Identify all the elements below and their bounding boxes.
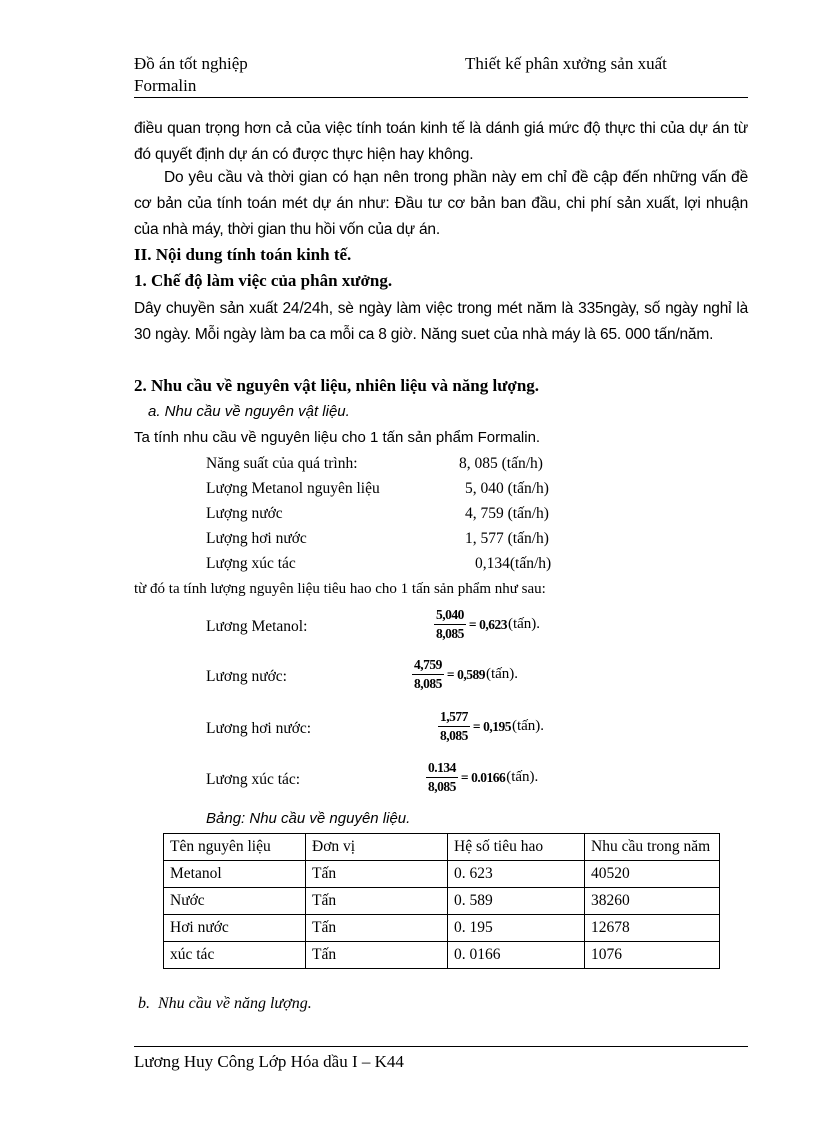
header-title-right: Thiết kế phân xưởng sản xuất — [465, 54, 667, 73]
intro-paragraph-1: điều quan trọng hơn cả của việc tính toán kinh tế là dánh giá mức độ thực thi của dự án từ đó quyết định dự án có được thực hiện hay không. — [134, 120, 748, 163]
denominator: 8,085 — [428, 779, 456, 794]
list-value: 0,134(tấn/h) — [475, 555, 552, 572]
denominator: 8,085 — [414, 676, 442, 691]
table-header-cell: Đơn vị — [306, 834, 448, 861]
calc-label: Lương xúc tác: — [206, 771, 301, 788]
numerator: 5,040 — [434, 606, 466, 625]
subheading-a: a. Nhu cầu về nguyên vật liệu. — [148, 403, 350, 420]
table-cell: xúc tác — [164, 942, 306, 969]
numerator: 0.134 — [426, 759, 458, 778]
working-regime-text: Dây chuyền sản xuất 24/24h, sè ngày làm việc trong mét năm là 335ngày, số ngày nghỉ là 30 ngày. Mỗi ngày làm ba ca mỗi ca 8 giờ. Năng suet của nhà máy là 65. 000 tấn/năm. — [134, 300, 748, 343]
list-label: Lượng Metanol nguyên liệu — [206, 480, 380, 497]
unit: (tấn). — [507, 616, 541, 632]
section-heading-ii: II. Nội dung tính toán kinh tế. — [134, 245, 352, 264]
header-rule — [134, 97, 748, 98]
equals-sign: = — [460, 769, 469, 785]
fraction — [434, 606, 466, 643]
material-intro-text: Ta tính nhu cầu về nguyên liệu cho 1 tấn sản phẩm Formalin. — [134, 429, 541, 446]
result: 0.0166 — [471, 769, 506, 785]
table-row — [164, 915, 720, 942]
table-cell: 38260 — [585, 888, 720, 915]
table-cell: Tấn — [306, 915, 448, 942]
calc-fraction — [426, 759, 538, 796]
table-cell: 0. 0166 — [448, 942, 585, 969]
table-cell: 1076 — [585, 942, 720, 969]
footer-text: Lương Huy Công Lớp Hóa dầu I – K44 — [134, 1052, 404, 1071]
table-cell: Tấn — [306, 861, 448, 888]
result: 0,195 — [483, 718, 511, 734]
subheading-b: b. Nhu cầu về năng lượng. — [138, 995, 312, 1012]
table-header-row — [164, 834, 720, 861]
calc-fraction — [434, 606, 540, 643]
subsection-heading-2: 2. Nhu cầu về nguyên vật liệu, nhiên liệu và năng lượng. — [134, 376, 540, 395]
fraction — [412, 656, 444, 693]
subsection-heading-1: 1. Chế độ làm việc của phân xưởng. — [134, 271, 393, 290]
numerator: 4,759 — [412, 656, 444, 675]
unit: (tấn). — [506, 769, 539, 785]
table-cell: 0. 623 — [448, 861, 585, 888]
equals-sign: = — [472, 718, 481, 734]
table-caption: Bảng: Nhu cầu về nguyên liệu. — [206, 810, 411, 827]
list-label: Lượng hơi nước — [206, 530, 307, 547]
result: 0,589 — [457, 666, 485, 682]
header-title-left-2: Formalin — [134, 76, 197, 95]
calc-fraction — [412, 656, 518, 693]
table-row — [164, 888, 720, 915]
list-value: 1, 577 (tấn/h) — [465, 530, 549, 547]
calc-label: Lương Metanol: — [206, 618, 308, 635]
table-cell: Tấn — [306, 888, 448, 915]
calc-intro-text: từ đó ta tính lượng nguyên liệu tiêu hao cho 1 tấn sản phẩm như sau: — [134, 581, 546, 597]
table-cell: 0. 589 — [448, 888, 585, 915]
unit: (tấn). — [511, 718, 545, 734]
footer-rule — [134, 1046, 748, 1047]
table-cell: 40520 — [585, 861, 720, 888]
calc-fraction — [438, 708, 544, 745]
equals-sign: = — [468, 616, 477, 632]
denominator: 8,085 — [440, 728, 468, 743]
fraction — [438, 708, 470, 745]
table-cell: Metanol — [164, 861, 306, 888]
list-value: 4, 759 (tấn/h) — [465, 505, 549, 522]
header-title-left: Đồ án tốt nghiệp — [134, 54, 248, 73]
table-cell: 12678 — [585, 915, 720, 942]
list-label: Lượng nước — [206, 505, 283, 522]
table-cell: Tấn — [306, 942, 448, 969]
equals-sign: = — [446, 666, 455, 682]
table-cell: Hơi nước — [164, 915, 306, 942]
table-header-cell: Nhu cầu trong năm — [585, 834, 720, 861]
table-header-cell: Hệ số tiêu hao — [448, 834, 585, 861]
table-cell: Nước — [164, 888, 306, 915]
list-value: 8, 085 (tấn/h) — [459, 455, 543, 472]
denominator: 8,085 — [436, 626, 464, 641]
table-row — [164, 942, 720, 969]
list-label: Năng suất của quá trình: — [206, 455, 358, 472]
result: 0,623 — [479, 616, 507, 632]
calc-label: Lương nước: — [206, 668, 287, 685]
numerator: 1,577 — [438, 708, 470, 727]
table-header-cell: Tên nguyên liệu — [164, 834, 306, 861]
intro-paragraph-2: Do yêu cầu và thời gian có hạn nên trong phần này em chỉ đề cập đến những vấn đề cơ bản của tính toán mét dự án như: Đầu tư cơ bản ban đầu, chi phí sản xuất, lợi nhuận của nhà máy, thời gian thu hồi vốn của dự án. — [134, 169, 748, 238]
list-value: 5, 040 (tấn/h) — [465, 480, 549, 497]
material-table — [163, 833, 720, 969]
unit: (tấn). — [485, 666, 519, 682]
table-row — [164, 861, 720, 888]
list-label: Lượng xúc tác — [206, 555, 296, 572]
calc-label: Lương hơi nước: — [206, 720, 312, 737]
fraction — [426, 759, 458, 796]
table-cell: 0. 195 — [448, 915, 585, 942]
